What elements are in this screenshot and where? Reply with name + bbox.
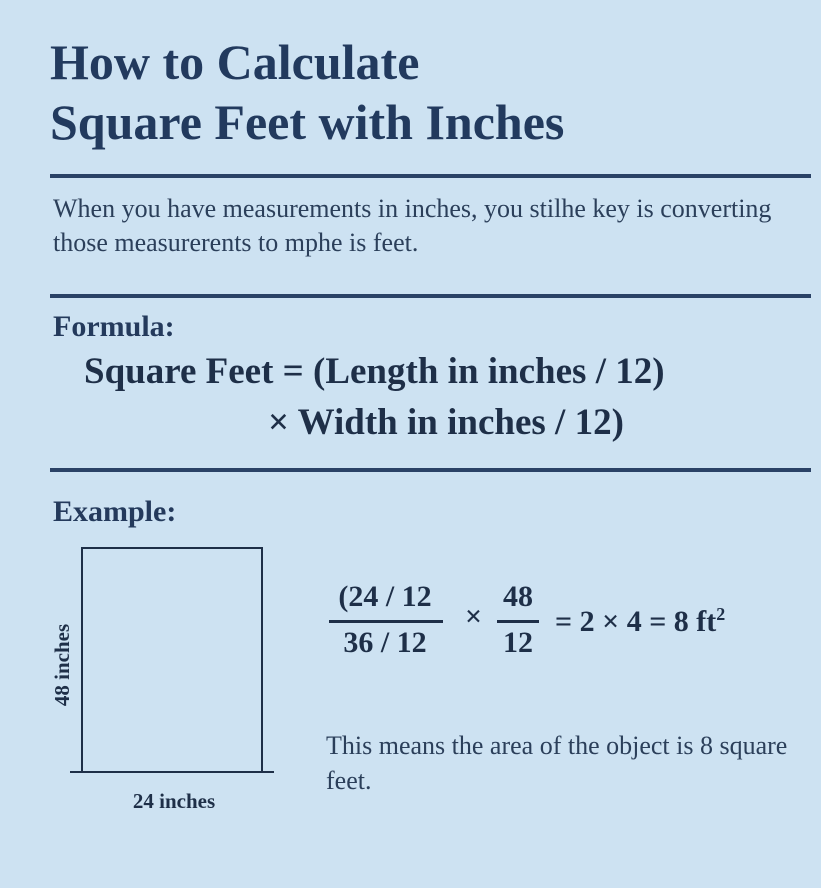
fraction-2-denominator: 12 <box>503 626 533 659</box>
rectangle-shape <box>82 548 262 772</box>
divider-3 <box>50 468 811 472</box>
title-line-2: Square Feet with Inches <box>50 94 565 150</box>
divider-2 <box>50 294 811 298</box>
multiply-symbol: × <box>465 600 483 633</box>
title-line-1: How to Calculate <box>50 34 420 90</box>
formula-line-1: Square Feet = (Length in inches / 12) <box>84 351 665 392</box>
fraction-2-bar <box>497 620 539 623</box>
result-exponent: 2 <box>716 604 726 624</box>
example-label: Example: <box>53 495 177 528</box>
divider-1 <box>50 174 811 178</box>
intro-text: When you have measurements in inches, you stilhe key is converting those measurerents to mphe is feet. <box>53 194 772 257</box>
fraction-1-bar <box>329 620 443 623</box>
formula-label: Formula: <box>53 310 175 343</box>
height-label: 48 inches <box>50 623 74 707</box>
rectangle-diagram <box>40 540 280 820</box>
fraction-1-denominator: 36 / 12 <box>343 626 427 659</box>
width-label: 24 inches <box>132 789 216 813</box>
fraction-2-numerator: 48 <box>503 580 533 613</box>
formula-line-2: × Width in inches / 12) <box>268 402 624 443</box>
calculation-result <box>555 604 725 639</box>
conclusion-text: This means the area of the object is 8 square feet. <box>326 731 788 795</box>
fraction-1-numerator: (24 / 12 <box>338 580 432 613</box>
result-text: = 2 × 4 = 8 ft <box>555 605 717 638</box>
